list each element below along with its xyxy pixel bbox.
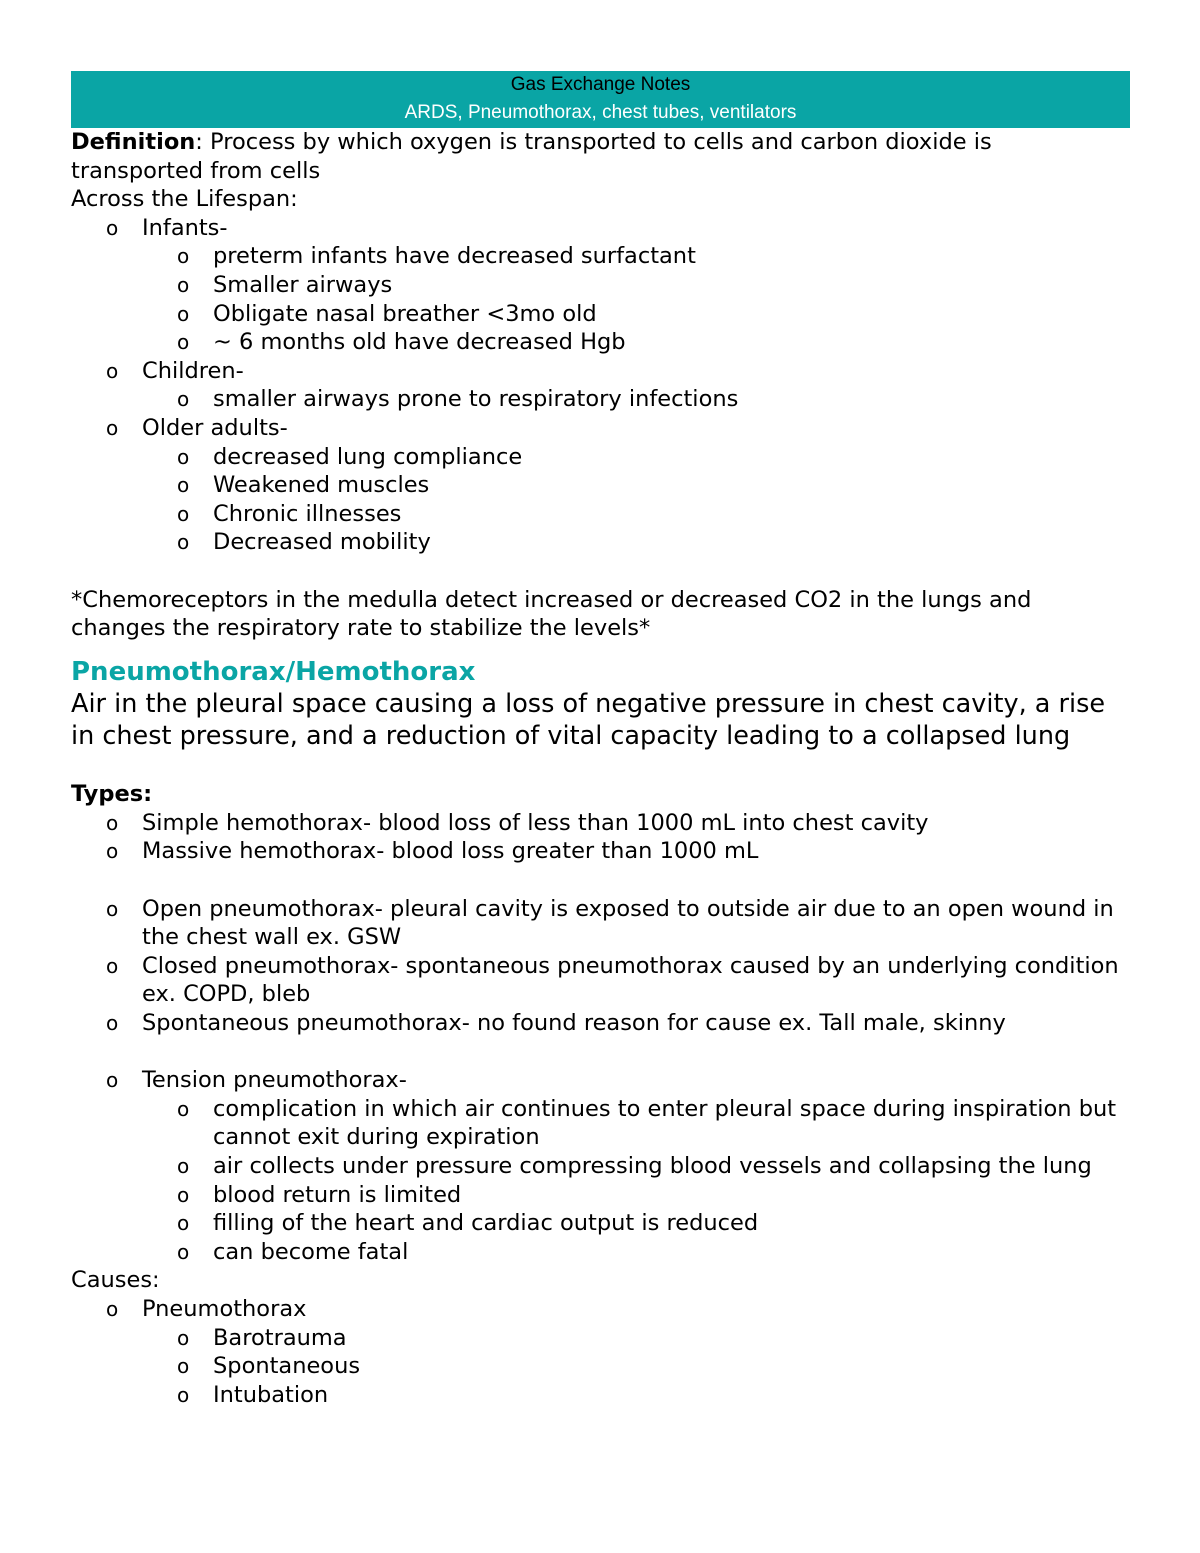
pneumothorax-description: Air in the pleural space causing a loss of negative pressure in chest cavity, a rise in chest pressure, and a reduction of vital capacity leading to a collapsed lung	[71, 688, 1106, 751]
bullet-icon: o	[177, 1325, 190, 1350]
list-item-text: Tension pneumothorax-	[142, 1067, 407, 1094]
bullet-icon: o	[177, 501, 190, 526]
definition-text: : Process by which oxygen is transported to cells and carbon dioxide is transported from cells	[71, 129, 992, 184]
list-item-text: blood return is limited	[213, 1181, 462, 1208]
list-subitem	[71, 1152, 1130, 1181]
spacer	[71, 557, 1130, 586]
bullet-icon: o	[106, 215, 119, 240]
list-subitem	[71, 1181, 1130, 1210]
list-group	[71, 357, 1130, 386]
lifespan-heading: Across the Lifespan:	[71, 186, 298, 213]
lifespan-list	[71, 214, 1130, 557]
bullet-icon: o	[177, 1354, 190, 1379]
bullet-icon: o	[106, 1068, 119, 1093]
list-item	[71, 1009, 1130, 1038]
bullet-icon: o	[177, 444, 190, 469]
list-item-text: preterm infants have decreased surfactant	[213, 243, 696, 270]
bullet-icon: o	[106, 839, 119, 864]
list-group	[71, 414, 1130, 443]
bullet-icon: o	[177, 530, 190, 555]
bullet-icon: o	[177, 387, 190, 412]
list-item-text: filling of the heart and cardiac output is reduced	[213, 1210, 759, 1237]
bullet-icon: o	[177, 272, 190, 297]
list-item-text: Obligate nasal breather <3mo old	[213, 300, 597, 327]
list-subitem	[71, 271, 1130, 300]
types-list-hemothorax	[71, 809, 1130, 866]
list-item-text: Massive hemothorax- blood loss greater than 1000 mL	[142, 838, 759, 865]
definition-paragraph	[71, 128, 1130, 185]
bullet-icon: o	[177, 1382, 190, 1407]
list-subitem	[71, 300, 1130, 329]
spacer	[71, 866, 1130, 895]
list-subitem	[71, 471, 1130, 500]
list-item-text: decreased lung compliance	[213, 443, 523, 470]
bullet-icon: o	[106, 953, 119, 978]
list-group	[71, 1295, 1130, 1324]
bullet-icon: o	[106, 415, 119, 440]
document-page	[71, 71, 1130, 1409]
list-item-text: complication in which air continues to enter pleural space during inspiration but cannot exit during expiration	[213, 1095, 1117, 1151]
spacer	[71, 1038, 1130, 1067]
bullet-icon: o	[177, 1096, 190, 1121]
list-subitem	[71, 1209, 1130, 1238]
document-subtitle: ARDS, Pneumothorax, chest tubes, ventilators	[404, 102, 797, 123]
types-label: Types:	[71, 781, 153, 808]
list-group	[71, 214, 1130, 243]
chemoreceptors-note: *Chemoreceptors in the medulla detect increased or decreased CO2 in the lungs and changes the respiratory rate to stabilize the levels*	[71, 586, 1032, 642]
tension-pneumothorax-list	[71, 1066, 1130, 1266]
list-item-text: Older adults-	[142, 414, 288, 441]
list-item-text: air collects under pressure compressing blood vessels and collapsing the lung	[213, 1153, 1092, 1179]
list-subitem	[71, 328, 1130, 357]
list-item-text: ~ 6 months old have decreased Hgb	[213, 329, 626, 356]
types-list-pneumothorax	[71, 895, 1130, 1038]
list-item-text: Closed pneumothorax- spontaneous pneumothorax caused by an underlying condition ex. COPD, bleb	[142, 952, 1119, 1008]
list-item	[71, 952, 1130, 1009]
list-item-text: Pneumothorax	[142, 1295, 307, 1322]
bullet-icon: o	[177, 1239, 190, 1264]
list-subitem	[71, 1095, 1130, 1152]
list-group	[71, 1066, 1130, 1095]
bullet-icon: o	[177, 330, 190, 355]
causes-list	[71, 1295, 1130, 1409]
list-subitem	[71, 528, 1130, 557]
list-item-text: Weakened muscles	[213, 472, 430, 499]
list-subitem	[71, 242, 1130, 271]
list-item-text: Children-	[142, 357, 244, 384]
list-item-text: can become fatal	[213, 1238, 409, 1265]
bullet-icon: o	[106, 1296, 119, 1321]
definition-label: Definition	[71, 129, 196, 155]
list-item-text: Barotrauma	[213, 1324, 347, 1351]
list-item-text: Decreased mobility	[213, 529, 431, 556]
bullet-icon: o	[177, 1211, 190, 1236]
bullet-icon: o	[177, 473, 190, 498]
bullet-icon: o	[177, 1154, 190, 1178]
document-title: Gas Exchange Notes	[510, 74, 691, 95]
list-item-text: Simple hemothorax- blood loss of less than 1000 mL into chest cavity	[142, 809, 929, 836]
bullet-icon: o	[177, 1182, 190, 1207]
bullet-icon: o	[177, 301, 190, 326]
list-item-text: smaller airways prone to respiratory infections	[213, 386, 739, 413]
list-item	[71, 837, 1130, 866]
bullet-icon: o	[106, 896, 119, 921]
list-item-text: Open pneumothorax- pleural cavity is exposed to outside air due to an open wound in the chest wall ex. GSW	[142, 895, 1114, 951]
list-item-text: Infants-	[142, 214, 228, 241]
list-item	[71, 809, 1130, 838]
list-subitem	[71, 1352, 1130, 1381]
list-item-text: Spontaneous pneumothorax- no found reason for cause ex. Tall male, skinny	[142, 1010, 1006, 1037]
bullet-icon: o	[177, 244, 190, 269]
title-banner	[71, 71, 1130, 128]
list-subitem	[71, 1238, 1130, 1267]
list-subitem	[71, 1381, 1130, 1410]
list-item	[71, 895, 1130, 952]
list-item-text: Intubation	[213, 1381, 329, 1408]
bullet-icon: o	[106, 810, 119, 835]
list-item-text: Chronic illnesses	[213, 500, 402, 527]
list-item-text: Smaller airways	[213, 271, 393, 298]
list-subitem	[71, 443, 1130, 472]
causes-label: Causes:	[71, 1267, 160, 1294]
section-heading-pneumothorax: Pneumothorax/Hemothorax	[71, 656, 476, 687]
list-subitem	[71, 1324, 1130, 1353]
bullet-icon: o	[106, 358, 119, 383]
list-subitem	[71, 500, 1130, 529]
list-subitem	[71, 385, 1130, 414]
list-item-text: Spontaneous	[213, 1353, 361, 1380]
bullet-icon: o	[106, 1011, 119, 1036]
spacer	[71, 752, 1130, 781]
